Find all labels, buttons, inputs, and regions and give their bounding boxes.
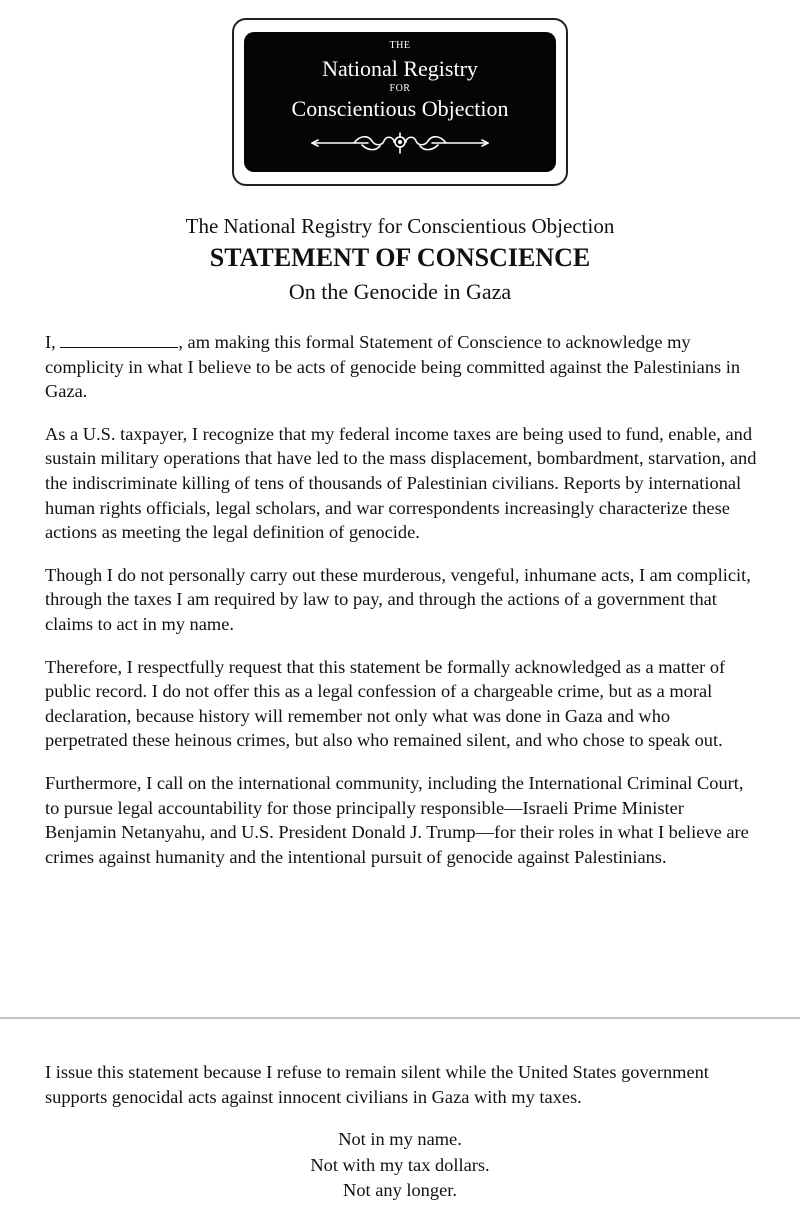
registry-logo: [232, 18, 568, 186]
refrain-line-1: Not in my name.: [338, 1129, 462, 1149]
closing-statement: [45, 1060, 757, 1109]
refrain-line-3: Not any longer.: [343, 1180, 457, 1200]
logo-for: FOR: [389, 83, 411, 94]
statement-body: [45, 330, 757, 887]
logo-conscientious-objection: Conscientious Objection: [291, 96, 509, 121]
name-blank-line[interactable]: [60, 333, 178, 348]
closing-paragraph: I issue this statement because I refuse to remain silent while the United States government supports genocidal acts against innocent civilians in Gaza with my taxes.: [45, 1062, 709, 1107]
organization-name: The National Registry for Conscientious Objection: [185, 214, 615, 238]
statement-paragraph-3: Though I do not personally carry out these murderous, vengeful, inhumane acts, I am complicit, through the taxes I am required by law to pay, and through the actions of a government that claims to act in my name.: [45, 564, 751, 634]
logo-the: THE: [389, 40, 411, 51]
section-divider: [0, 1017, 800, 1019]
logo-national-registry: National Registry: [322, 56, 478, 81]
ornament-flourish-icon: [310, 130, 490, 156]
statement-paragraph-2: As a U.S. taxpayer, I recognize that my federal income taxes are being used to fund, enable, and sustain military operations that have led to the mass displacement, bombardment, starvation, and the indiscriminate killing of tens of thousands of Palestinian civilians. Reports by international human rights officials, legal scholars, and war correspondents increasingly characterize these actions as meeting the legal definition of genocide.: [45, 423, 757, 543]
statement-paragraph-4: Therefore, I respectfully request that this statement be formally acknowledged as a matter of public record. I do not offer this as a legal confession of a chargeable crime, but as a moral declaration, because history will remember not only what was done in Gaza and who perpetrated these heinous crimes, but also who remained silent, and who chose to speak out.: [45, 656, 726, 751]
closing-refrain: [0, 1127, 800, 1204]
document-title: STATEMENT OF CONSCIENCE: [209, 243, 591, 272]
statement-paragraph-1: [45, 330, 757, 404]
declarant-prefix: I,: [45, 332, 56, 352]
logo-plaque: [244, 32, 556, 172]
statement-paragraph-5: Furthermore, I call on the international community, including the International Criminal Court, to pursue legal accountability for those principally responsible—Israeli Prime Minister Benjamin Netanyahu, and U.S. President Donald J. Trump—for their roles in what I believe are crimes against humanity and the intentional pursuit of genocide against Palestinians.: [45, 772, 749, 867]
paragraph-1-text: , am making this formal Statement of Conscience to acknowledge my complicity in what I believe to be acts of genocide being committed against the Palestinians in Gaza.: [45, 332, 741, 402]
document-subtitle: On the Genocide in Gaza: [288, 279, 512, 304]
refrain-line-2: Not with my tax dollars.: [310, 1154, 490, 1175]
